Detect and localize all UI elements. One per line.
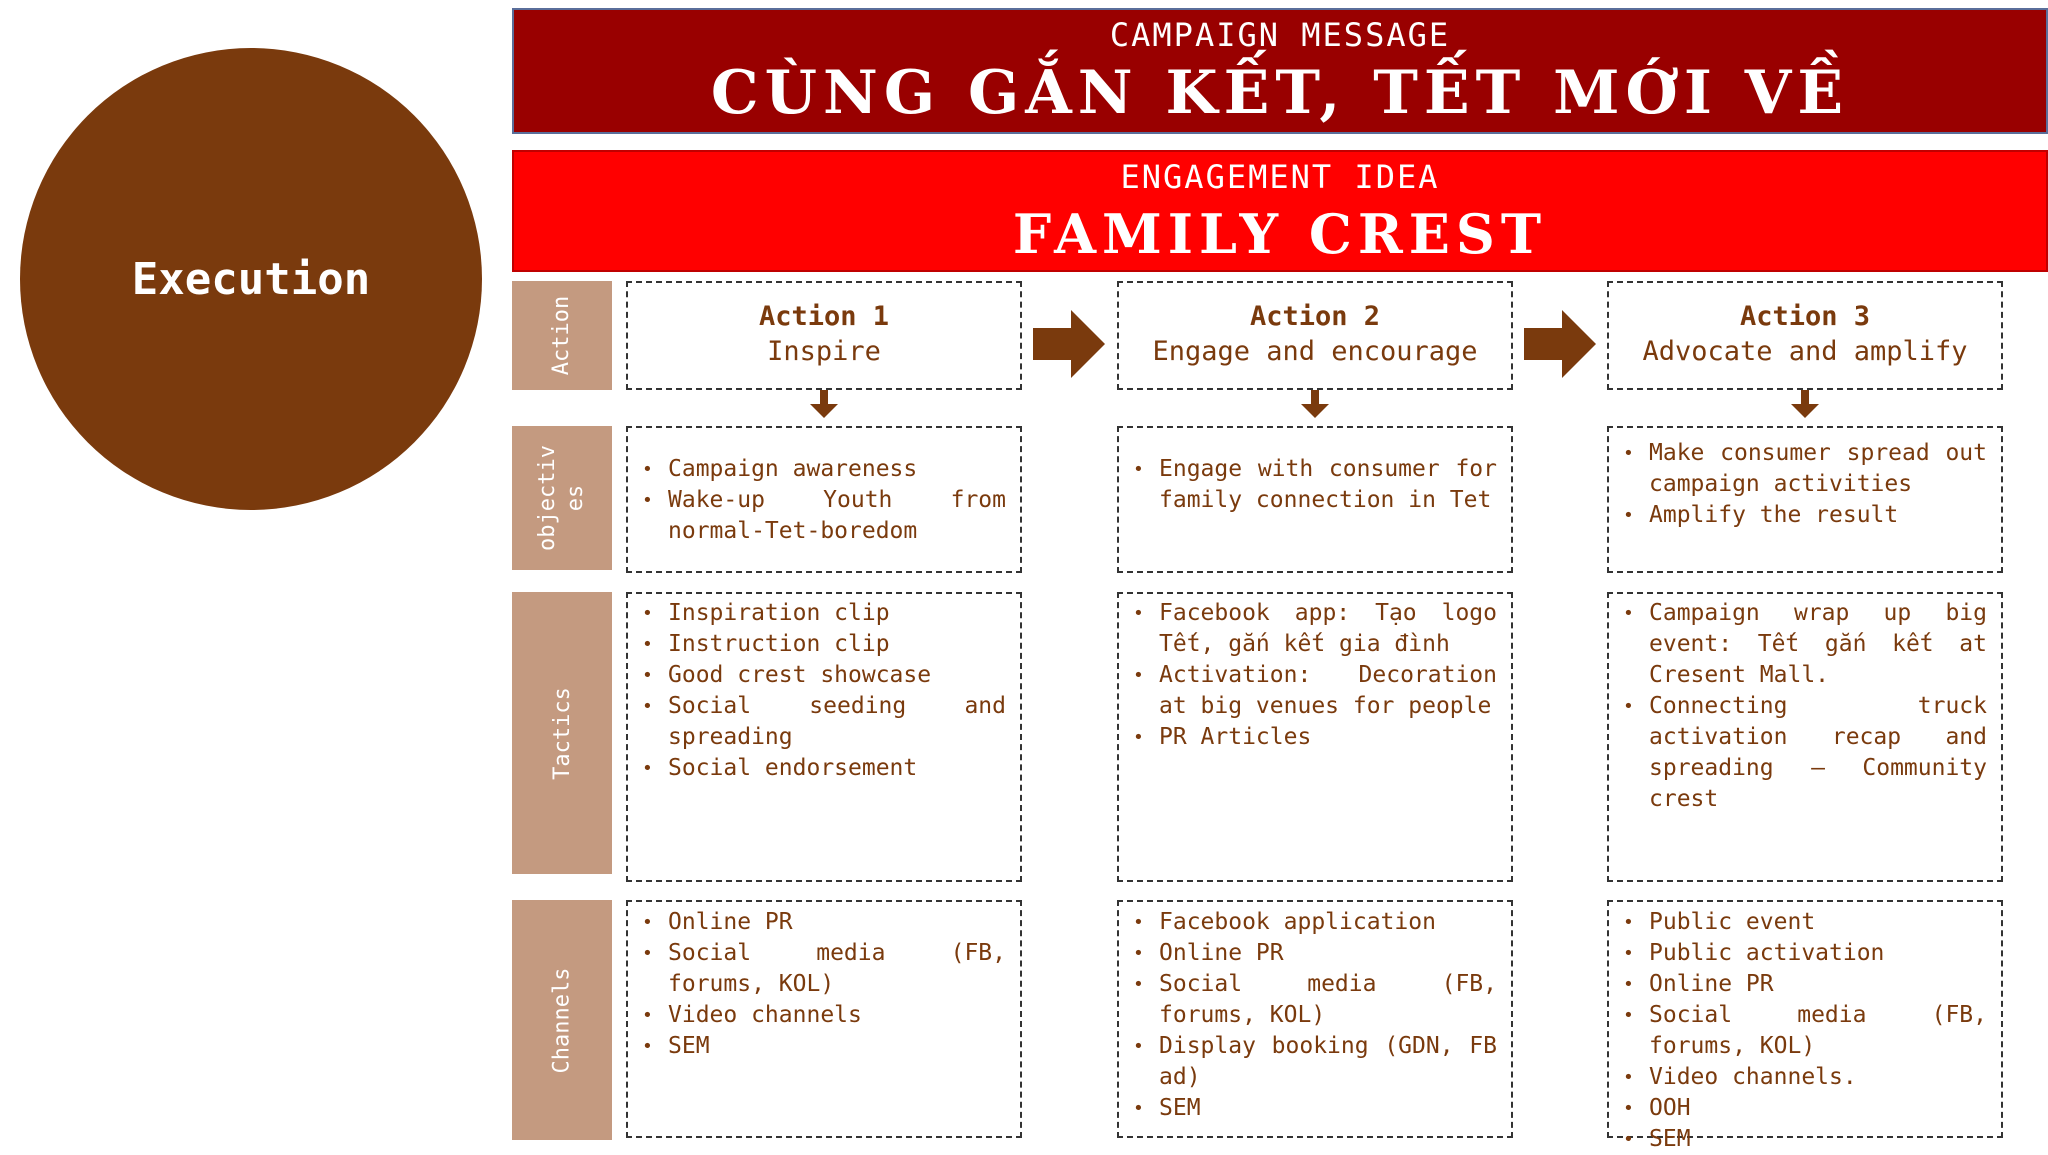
list-item: • Social endorsement [668,753,1006,784]
list-item: • Engage with consumer for family connection in Tet [1159,454,1497,516]
tactics-box-3 [1607,592,2003,882]
objectives-box-1 [626,426,1022,573]
list-item: • Video channels [668,1000,1006,1031]
tactics-list [1609,598,2001,815]
tactics-list [628,598,1020,784]
down-arrow-stem-2 [1311,390,1319,404]
down-arrow-icon-2 [1301,404,1329,418]
channels-list [628,907,1020,1062]
execution-label: Execution [131,253,371,305]
channels-box-3 [1607,900,2003,1152]
list-item: • Campaign wrap up big event: Tết gắn kết at Cresent Mall. [1649,598,1987,691]
action-subtitle: Advocate and amplify [1642,336,1968,367]
list-item: • Social media (FB, forums, KOL) [1159,969,1497,1031]
list-item: • Good crest showcase [668,660,1006,691]
tactics-box-1 [626,592,1022,882]
list-item: • Campaign awareness [668,454,1006,485]
engagement-idea-text: FAMILY CREST [1012,202,1548,266]
list-item: • Video channels. [1649,1062,1987,1093]
objectives-list [1609,438,2001,531]
list-item: • Wake-up Youth from normal-Tet-boredom [668,485,1006,547]
list-item: • Amplify the result [1649,500,1987,531]
list-item: • PR Articles [1159,722,1497,753]
tactics-box-2 [1117,592,1513,882]
action-3-box [1607,281,2003,390]
row-label-tactics [512,592,612,874]
campaign-message-text: CÙNG GẮN KẾT, TẾT MỚI VỀ [710,58,1850,128]
row-label-channels-text: Channels [549,967,575,1073]
channels-list [1119,907,1511,1124]
list-item: • Display booking (GDN, FB ad) [1159,1031,1497,1093]
right-arrow-icon-1 [1033,310,1105,378]
list-item: • SEM [668,1031,1006,1062]
list-item: • Connecting truck activation recap and spreading – Community crest [1649,691,1987,815]
list-item: • Instruction clip [668,629,1006,660]
action-title: Action 3 [1739,301,1871,332]
row-label-objectives-line2: es [563,484,588,512]
channels-list [1609,907,2001,1155]
list-item: • Social media (FB, forums, KOL) [1649,1000,1987,1062]
objectives-box-2 [1117,426,1513,573]
row-label-objectives-line1: objectiv [535,445,560,551]
action-subtitle: Engage and encourage [1152,336,1478,367]
list-item: • Facebook application [1159,907,1497,938]
action-title: Action 2 [1249,301,1381,332]
list-item: • Online PR [1649,969,1987,1000]
row-label-action [512,281,612,390]
row-label-action-text: Action [549,295,575,376]
list-item: • SEM [1649,1124,1987,1155]
action-1-box [626,281,1022,390]
execution-circle [20,48,482,510]
action-title: Action 1 [758,301,890,332]
down-arrow-icon-3 [1791,404,1819,418]
down-arrow-icon-1 [810,404,838,418]
row-label-tactics-text: Tactics [549,686,575,780]
list-item: • Make consumer spread out campaign activities [1649,438,1987,500]
list-item: • Social seeding and spreading [668,691,1006,753]
channels-box-2 [1117,900,1513,1138]
list-item: • SEM [1159,1093,1497,1124]
channels-box-1 [626,900,1022,1138]
objectives-list [628,454,1020,547]
engagement-idea-heading: ENGAGEMENT IDEA [1120,158,1440,196]
list-item: • Activation: Decoration at big venues for people [1159,660,1497,722]
right-arrow-icon-2 [1524,310,1596,378]
row-label-objectives [512,426,612,570]
objectives-list [1119,454,1511,516]
list-item: • Public event [1649,907,1987,938]
campaign-message-banner [512,8,2048,134]
list-item: • Online PR [1159,938,1497,969]
campaign-message-heading: CAMPAIGN MESSAGE [1109,16,1451,54]
action-2-box [1117,281,1513,390]
list-item: • Online PR [668,907,1006,938]
list-item: • Facebook app: Tạo logo Tết, gắn kết gia đình [1159,598,1497,660]
row-label-objectives-text [534,445,590,551]
tactics-list [1119,598,1511,753]
list-item: • Inspiration clip [668,598,1006,629]
list-item: • Public activation [1649,938,1987,969]
action-subtitle: Inspire [767,336,881,367]
list-item: • Social media (FB, forums, KOL) [668,938,1006,1000]
list-item: • OOH [1649,1093,1987,1124]
row-label-channels [512,900,612,1140]
down-arrow-stem-3 [1801,390,1809,404]
engagement-idea-banner [512,150,2048,272]
objectives-box-3 [1607,426,2003,573]
down-arrow-stem-1 [820,390,828,404]
